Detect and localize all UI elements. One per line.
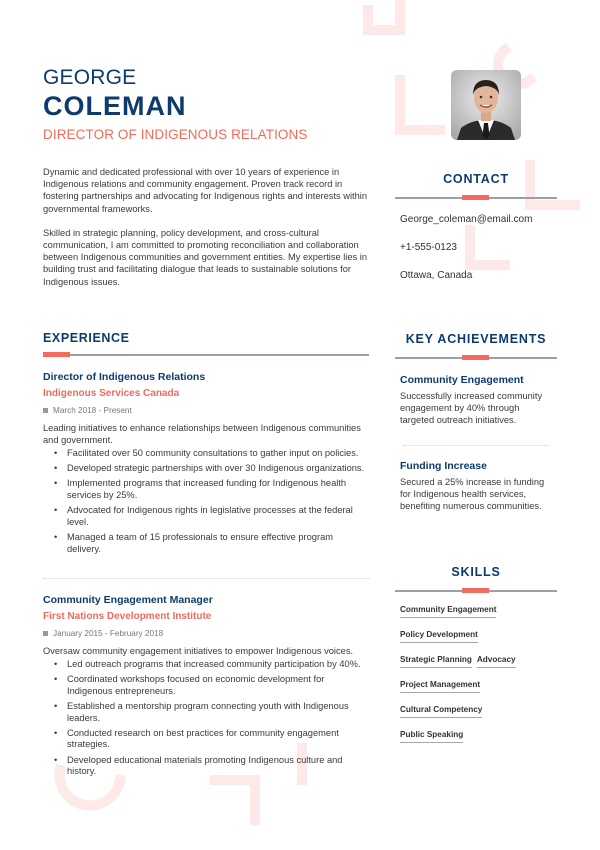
job-title: DIRECTOR OF INDIGENOUS RELATIONS bbox=[43, 127, 308, 142]
experience-section bbox=[43, 331, 369, 781]
job-bullet: • Established a mentorship program connecting youth with Indigenous leaders. bbox=[43, 701, 369, 724]
first-name: GEORGE bbox=[43, 66, 137, 89]
achievement-item bbox=[400, 460, 557, 513]
divider-accent bbox=[462, 588, 489, 593]
skill-tag: Project Management bbox=[400, 680, 480, 693]
skill-tag: Public Speaking bbox=[400, 730, 463, 743]
job-bullet: • Implemented programs that increased funding for Indigenous health services by 25%. bbox=[43, 478, 369, 501]
achievement-item bbox=[400, 374, 557, 427]
job-company: First Nations Development Institute bbox=[43, 611, 212, 623]
summary-paragraph: Dynamic and dedicated professional with over 10 years of experience in Indigenous relations and community engagement. Proven track record in fostering partnerships and advocating for Indigenous rights and interests within governmental frameworks. bbox=[43, 167, 368, 214]
job-bullet: • Facilitated over 50 community consultations to gather input on policies. bbox=[43, 448, 369, 460]
contact-section bbox=[395, 172, 557, 281]
job-dates-text: January 2015 - February 2018 bbox=[53, 629, 164, 639]
resume-header bbox=[43, 66, 383, 142]
achievements-heading: KEY ACHIEVEMENTS bbox=[405, 332, 547, 346]
skill-tag: Policy Development bbox=[400, 630, 478, 643]
job-bullet: • Advocated for Indigenous rights in legislative processes at the federal level. bbox=[43, 505, 369, 528]
skill-tag: Strategic Planning bbox=[400, 655, 472, 668]
summary-paragraph: Skilled in strategic planning, policy development, and cross-cultural communication, I am committed to promoting reconciliation and collaboration between Indigenous communities and government entities. My expertise lies in building trust and facilitating dialogue that leads to sustainable solutions for Indigenous issues. bbox=[43, 227, 368, 287]
section-divider bbox=[395, 357, 557, 359]
skills-list bbox=[400, 605, 550, 743]
job-bullet: • Developed educational materials promoting Indigenous culture and history. bbox=[43, 755, 369, 778]
job-separator bbox=[43, 578, 369, 579]
job-dates bbox=[43, 629, 369, 638]
job-description: Oversaw community engagement initiatives to empower Indigenous voices. bbox=[43, 646, 354, 657]
achievement-separator bbox=[403, 445, 549, 446]
job-dates bbox=[43, 406, 369, 415]
job-entry bbox=[43, 594, 369, 778]
contact-heading: CONTACT bbox=[443, 172, 509, 186]
skills-heading: SKILLS bbox=[451, 565, 501, 579]
job-bullets bbox=[43, 659, 369, 778]
skill-tag: Community Engagement bbox=[400, 605, 496, 618]
job-bullets bbox=[43, 448, 369, 555]
job-bullet: • Led outreach programs that increased community participation by 40%. bbox=[43, 659, 369, 671]
divider-accent bbox=[462, 355, 489, 360]
profile-summary bbox=[43, 166, 373, 288]
job-company: Indigenous Services Canada bbox=[43, 388, 180, 399]
section-divider bbox=[395, 197, 557, 199]
contact-location: Ottawa, Canada bbox=[400, 270, 473, 281]
job-bullet: • Developed strategic partnerships with over 30 Indigenous organizations. bbox=[43, 463, 369, 475]
section-divider bbox=[43, 354, 369, 356]
calendar-icon bbox=[43, 408, 48, 413]
divider-accent bbox=[43, 352, 70, 357]
calendar-icon bbox=[43, 631, 48, 636]
skill-tag: Cultural Competency bbox=[400, 705, 482, 718]
section-divider bbox=[395, 590, 557, 592]
person-portrait-icon bbox=[451, 70, 521, 140]
experience-heading: EXPERIENCE bbox=[43, 331, 130, 345]
achievements-section bbox=[395, 332, 557, 512]
achievement-description: Secured a 25% increase in funding for Indigenous health services, benefiting numerous communities. bbox=[400, 476, 545, 512]
skill-tag: Advocacy bbox=[477, 655, 516, 668]
job-bullet: • Coordinated workshops focused on economic development for Indigenous entrepreneurs. bbox=[43, 674, 369, 697]
divider-accent bbox=[462, 195, 489, 200]
skills-section bbox=[395, 565, 557, 743]
job-role: Community Engagement Manager bbox=[43, 594, 213, 607]
achievement-description: Successfully increased community engagement by 40% through targeted outreach initiatives. bbox=[400, 391, 543, 426]
job-role: Director of Indigenous Relations bbox=[43, 371, 206, 383]
job-bullet: • Conducted research on best practices for community engagement strategies. bbox=[43, 728, 369, 751]
achievement-title: Community Engagement bbox=[400, 374, 524, 386]
job-entry bbox=[43, 371, 369, 555]
job-description: Leading initiatives to enhance relationships between Indigenous communities and government. bbox=[43, 423, 361, 445]
contact-phone[interactable]: +1-555-0123 bbox=[400, 242, 457, 253]
job-bullet: • Managed a team of 15 professionals to ensure effective program delivery. bbox=[43, 532, 369, 555]
profile-photo bbox=[451, 70, 521, 140]
job-dates-text: March 2018 - Present bbox=[53, 406, 132, 415]
achievement-title: Funding Increase bbox=[400, 459, 487, 472]
contact-email[interactable]: George_coleman@email.com bbox=[400, 214, 533, 225]
last-name: COLEMAN bbox=[43, 91, 187, 121]
